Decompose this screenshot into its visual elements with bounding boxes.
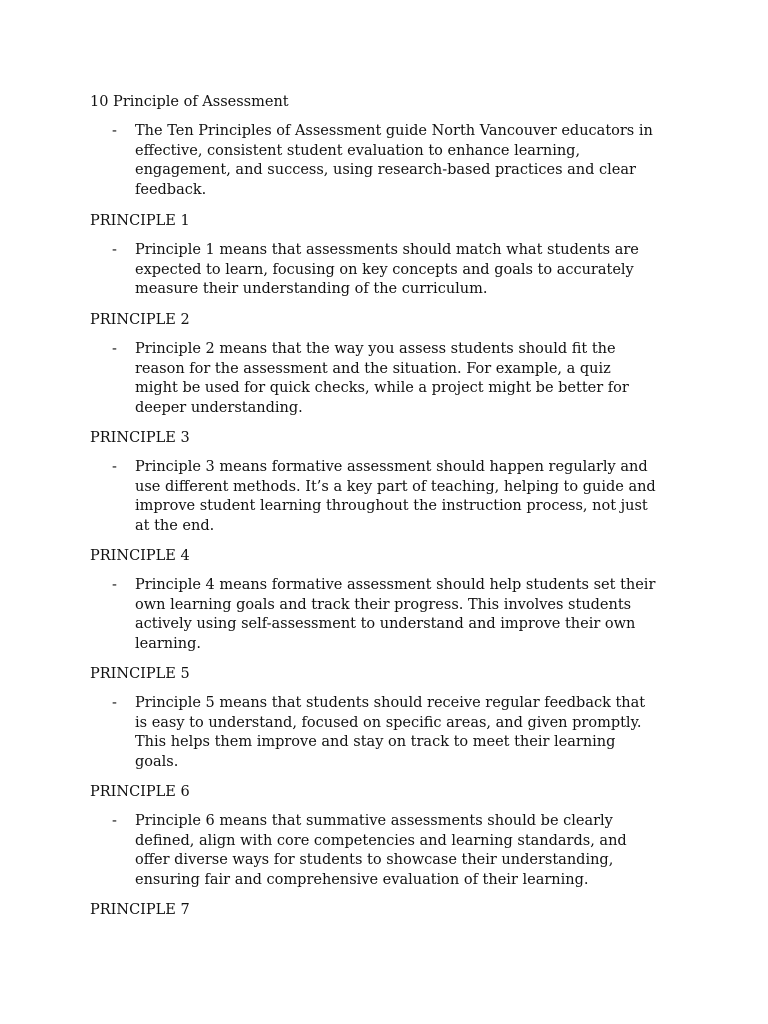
paragraph-line: ensuring fair and comprehensive evaluation of their learning. (135, 872, 589, 889)
paragraph-line: The Ten Principles of Assessment guide North Vancouver educators in (135, 123, 653, 139)
paragraph-line: defined, align with core competencies and learning standards, and (135, 832, 627, 849)
principle-3-heading: PRINCIPLE 3 (90, 430, 190, 446)
principle-1-heading: PRINCIPLE 1 (90, 213, 190, 229)
paragraph-line: Principle 6 means that summative assessments should be clearly (135, 813, 613, 829)
paragraph-line: is easy to understand, focused on specific areas, and given promptly. (135, 714, 642, 731)
paragraph-line: engagement, and success, using research-based practices and clear (135, 162, 636, 179)
paragraph-line: effective, consistent student evaluation to enhance learning, (135, 142, 581, 159)
paragraph-line: might be used for quick checks, while a project might be better for (135, 380, 629, 397)
bullet-marker: - (112, 813, 117, 829)
paragraph-line: offer diverse ways for students to showcase their understanding, (135, 852, 614, 869)
principle-2-paragraph (135, 340, 695, 419)
document-title: 10 Principle of Assessment (90, 94, 289, 110)
bullet-marker: - (112, 459, 117, 475)
paragraph-line: learning. (135, 636, 202, 653)
principle-2-heading: PRINCIPLE 2 (90, 312, 190, 328)
bullet-marker: - (112, 577, 117, 593)
paragraph-line: use different methods. It’s a key part of teaching, helping to guide and (135, 478, 656, 495)
principle-5-heading: PRINCIPLE 5 (90, 666, 190, 682)
principle-4-heading: PRINCIPLE 4 (90, 548, 190, 564)
principle-1-paragraph (135, 241, 695, 300)
paragraph-line: goals. (135, 754, 179, 771)
paragraph-line: Principle 4 means formative assessment should help students set their (135, 577, 656, 593)
principle-7-heading: PRINCIPLE 7 (90, 902, 190, 918)
paragraph-line: Principle 2 means that the way you assess students should fit the (135, 341, 616, 357)
bullet-marker: - (112, 341, 117, 357)
principle-6-paragraph (135, 812, 695, 891)
paragraph-line: actively using self-assessment to understand and improve their own (135, 616, 636, 633)
principle-5-paragraph (135, 694, 695, 773)
paragraph-line: feedback. (135, 182, 207, 199)
paragraph-line: Principle 1 means that assessments should match what students are (135, 242, 639, 258)
paragraph-line: at the end. (135, 518, 215, 535)
paragraph-line: own learning goals and track their progress. This involves students (135, 596, 632, 613)
paragraph-line: Principle 5 means that students should receive regular feedback that (135, 695, 646, 711)
bullet-marker: - (112, 242, 117, 258)
principle-3-paragraph (135, 458, 695, 537)
paragraph-line: improve student learning throughout the instruction process, not just (135, 498, 648, 515)
principle-6-heading: PRINCIPLE 6 (90, 784, 190, 800)
paragraph-line: expected to learn, focusing on key concepts and goals to accurately (135, 261, 634, 278)
paragraph-line: deeper understanding. (135, 400, 303, 417)
paragraph-line: Principle 3 means formative assessment should happen regularly and (135, 459, 648, 475)
bullet-marker: - (112, 695, 117, 711)
principle-4-paragraph (135, 576, 695, 655)
paragraph-line: This helps them improve and stay on track to meet their learning (135, 734, 616, 751)
bullet-marker: - (112, 123, 117, 139)
paragraph-line: measure their understanding of the curriculum. (135, 281, 488, 298)
paragraph-line: reason for the assessment and the situation. For example, a quiz (135, 360, 611, 377)
intro-paragraph (135, 122, 695, 201)
